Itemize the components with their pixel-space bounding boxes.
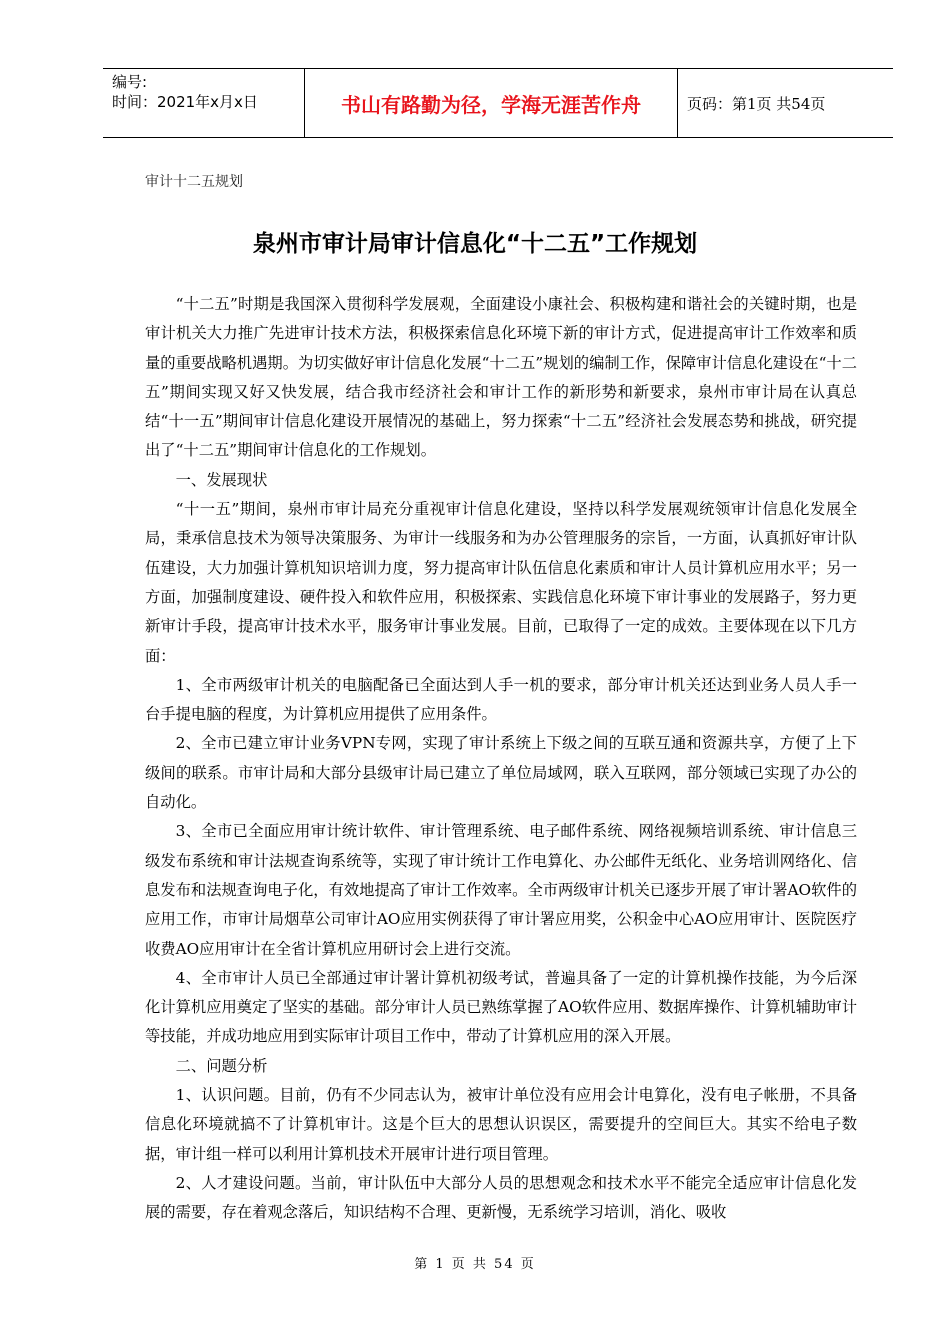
paragraph-item-2: 2、全市已建立审计业务VPN专网，实现了审计系统上下级之间的互联互通和资源共享，方便了上下级间的联系。市审计局和大部分县级审计局已建立了单位局域网，联入互联网，部分领域已实现了办公的自动化。: [145, 734, 857, 812]
paragraph-problem-1: 1、认识问题。目前，仍有不少同志认为，被审计单位没有应用会计电算化，没有电子帐册，不具备信息化环境就搞不了计算机审计。这是个巨大的思想认识误区，需要提升的空间巨大。其实不给电子数据，审计组一样可以利用计算机技术开展审计进行项目管理。: [145, 1086, 857, 1163]
section-heading-status: 一、发展现状: [175, 470, 268, 489]
section-heading-problems: 二、问题分析: [175, 1056, 268, 1075]
doc-title: 泉州市审计局审计信息化“十二五”工作规划: [252, 231, 698, 257]
paragraph-intro: “十二五”时期是我国深入贯彻科学发展观，全面建设小康社会、积极构建和谐社会的关键时期，也是审计机关大力推广先进审计技术方法，积极探索信息化环境下新的审计方式，促进提高审计工作效率和质量的重要战略机遇期。为切实做好审计信息化发展“十二五”规划的编制工作，保障审计信息化建设在“十二五”期间实现又好又快发展，结合我市经济社会和审计工作的新形势和新要求，泉州市审计局在认真总结“十一五”期间审计信息化建设开展情况的基础上，努力探索“十二五”经济社会发展态势和挑战，研究提出了“十二五”期间审计信息化的工作规划。: [145, 295, 857, 460]
paragraph-problem-2: 2、人才建设问题。当前，审计队伍中大部分人员的思想观念和技术水平不能完全适应审计信息化发展的需要，存在着观念落后，知识结构不合理、更新慢，无系统学习培训，消化、吸收: [145, 1173, 857, 1222]
paragraph-status: “十一五”期间，泉州市审计局充分重视审计信息化建设，坚持以科学发展观统领审计信息化发展全局，秉承信息技术为领导决策服务、为审计一线服务和为办公管理服务的宗旨，一方面，认真抓好审计队伍建设，大力加强计算机知识培训力度，努力提高审计队伍信息化素质和审计人员计算机应用水平；另一方面，加强制度建设、硬件投入和软件应用，积极探索、实践信息化环境下审计事业的发展路子，努力更新审计手段，提高审计技术水平，服务审计事业发展。目前，已取得了一定的成效。主要体现在以下几方面：: [145, 500, 857, 665]
page-header: [103, 68, 893, 138]
paragraph-item-1: 1、全市两级审计机关的电脑配备已全面达到人手一机的要求，部分审计机关还达到业务人员人手一台手提电脑的程度，为计算机应用提供了应用条件。: [145, 675, 857, 724]
doc-subtitle: 审计十二五规划: [145, 174, 243, 190]
paragraph-item-3: 3、全市已全面应用审计统计软件、审计管理系统、电子邮件系统、网络视频培训系统、审计信息三级发布系统和审计法规查询系统等，实现了审计统计工作电算化、办公邮件无纸化、业务培训网络化、信息发布和法规查询电子化，有效地提高了审计工作效率。全市两级审计机关已逐步开展了审计署AO软件的应用工作，市审计局烟草公司审计AO应用实例获得了审计署应用奖，公积金中心AO应用审计、医院医疗收费AO应用审计在全省计算机应用研讨会上进行交流。: [145, 822, 857, 958]
header-page-label: 页码：第1页 共54页: [687, 94, 826, 113]
header-slogan: 书山有路勤为径，学海无涯苦作舟: [305, 69, 678, 137]
header-meta: [103, 69, 305, 137]
doc-body: [145, 290, 857, 1228]
number-label: 编号:: [112, 73, 148, 91]
page-footer: 第 1 页 共 54 页: [414, 1257, 536, 1272]
time-label: 时间：2021年x月x日: [112, 93, 258, 111]
paragraph-item-4: 4、全市审计人员已全部通过审计署计算机初级考试，普遍具备了一定的计算机操作技能，为今后深化计算机应用奠定了坚实的基础。部分审计人员已熟练掌握了AO软件应用、数据库操作、计算机辅助审计等技能，并成功地应用到实际审计项目工作中，带动了计算机应用的深入开展。: [145, 968, 857, 1046]
